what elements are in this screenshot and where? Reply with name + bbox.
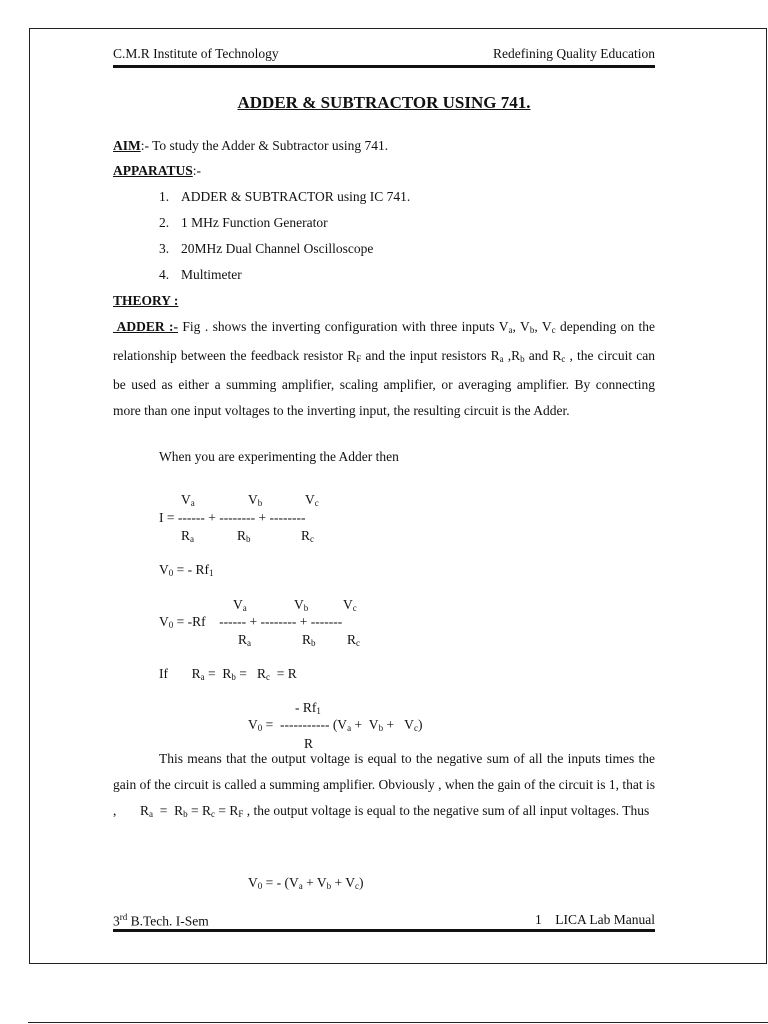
page-number: 1 [535,912,542,927]
eq1-den-a: $R_a$ [181,528,195,544]
eq3-num-b: $V_b$ [294,597,309,613]
apparatus-label: APPARATUS [113,163,193,178]
list-item: 1. ADDER & SUBTRACTOR using IC 741. [159,189,411,204]
eq1-num-c: $V_c$ [305,492,319,508]
summing-paragraph: This means that the output voltage is equal to the negative sum of all the inputs times the gain of the circuit is called a summing amplifier. Obviously , when the gain of the circuit is 1, that is , $R_a = R_b = R_c = R_F$ , the output voltage is equal to the negative sum of all input voltages. Thus [113,751,655,819]
eq1-num-a: $V_a$ [181,492,195,508]
eq3-den-a: $R_a$ [238,632,252,648]
intro-text: When you are experimenting the Adder then [159,449,399,464]
eq4: If $R_a = R_b = R_c = R$ [159,666,297,682]
footer-rule [113,929,655,932]
header-tagline: Redefining Quality Education [493,46,655,61]
eq5-line: $V_0$ = ----------- $(V_a + V_b + V_c)$ [248,717,423,733]
eq3-den-b: $R_b$ [302,632,316,648]
eq3-line: $V_0 = -Rf$ ------ + -------- + ------- [159,614,343,630]
eq1-den-c: $R_c$ [301,528,315,544]
eq1-num-b: $V_b$ [248,492,263,508]
aim-line [113,138,388,154]
list-item: 2. 1 MHz Function Generator [159,215,328,230]
adder-paragraph: ADDER :- Fig . shows the inverting configuration with three inputs $V_a$, $V_b$, $V_c$ depending on the relationship between the feedback resistor $R_F$ and the input resistors $R_a$ $,R_b$ and $R_c$ , the circuit can be used as either a summing amplifier, scaling amplifier, or averaging amplifier. By connecting more than one input voltages to the inverting input, the resulting circuit is the Adder. [113,319,655,418]
aim-text: :- To study the Adder & Subtractor using 741. [140,138,389,153]
footer-semester: 3rd B.Tech. I-Sem [113,912,209,929]
footer-manual: 1 LICA Lab Manual [535,912,655,927]
apparatus-heading: APPARATUS:- [113,163,201,178]
header-rule [113,65,655,68]
eq5-den: R [304,736,314,751]
header-institute: C.M.R Institute of Technology [113,46,279,61]
aim-label: AIM [113,138,141,153]
eq5-num: - $Rf_1$ [295,700,321,716]
page-bottom-rule [28,1022,768,1023]
eq1-den-b: $R_b$ [237,528,251,544]
adder-label: ADDER :- [113,319,179,334]
eq6: $V_0$ = - $(V_a + V_b + V_c)$ [248,875,364,891]
eq2: $V_0$ = - $Rf_1$ [159,562,214,578]
theory-heading: THEORY : [113,293,179,308]
list-item: 4. Multimeter [159,267,242,282]
eq3-den-c: $R_c$ [347,632,361,648]
eq3-num-c: $V_c$ [343,597,357,613]
list-item: 3. 20MHz Dual Channel Oscilloscope [159,241,374,256]
eq3-num-a: $V_a$ [233,597,247,613]
page-title: ADDER & SUBTRACTOR USING 741. [237,93,531,112]
eq1-line: I = ------ + -------- + -------- [159,510,306,525]
